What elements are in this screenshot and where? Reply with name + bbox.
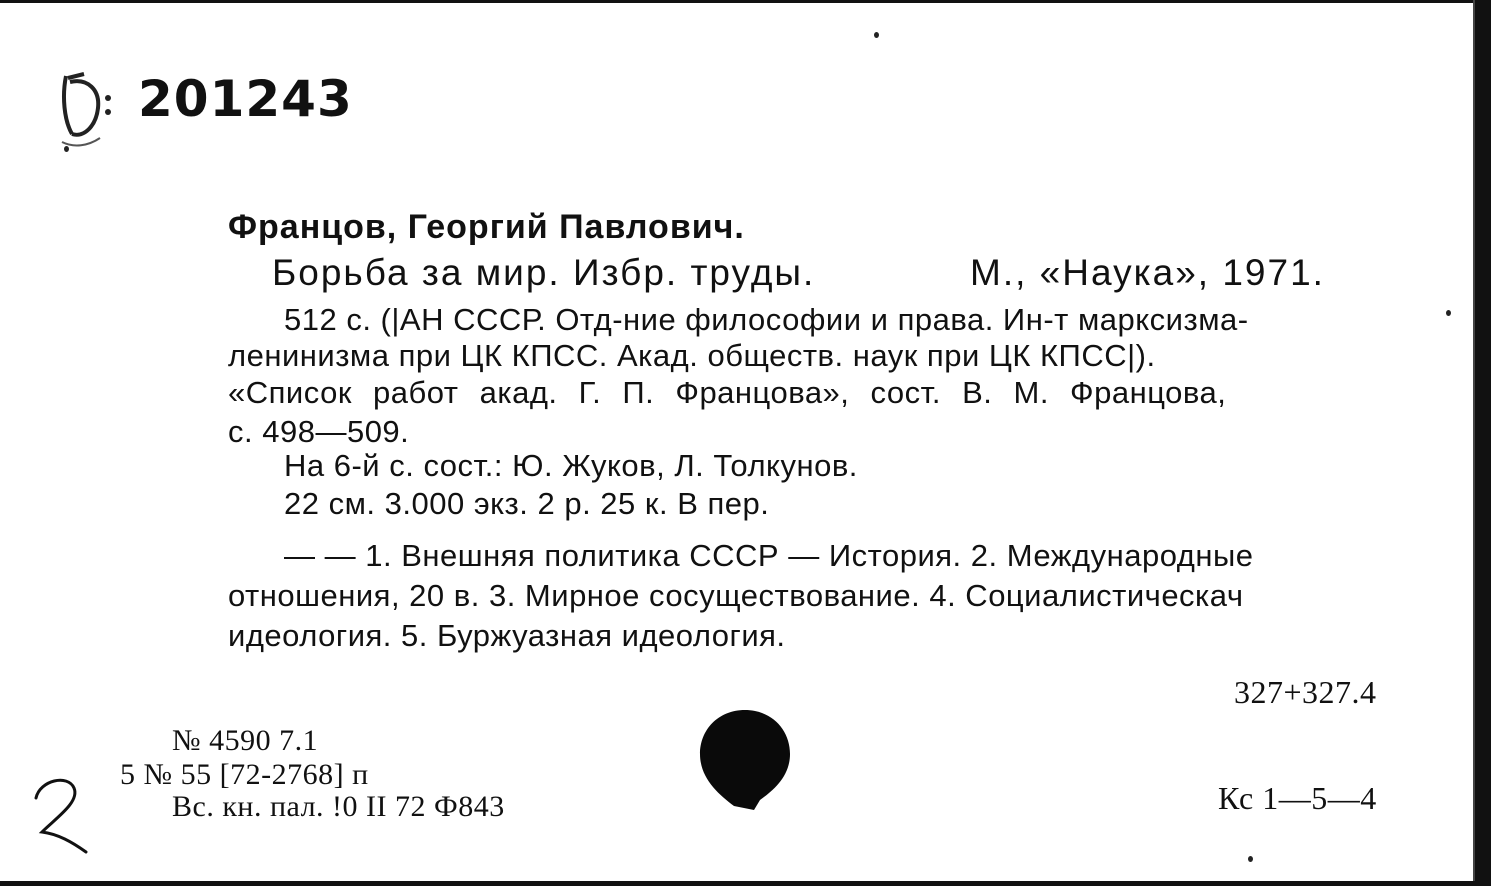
book-chamber-number: Вс. кн. пал. !0 II 72 Ф843 [172, 790, 505, 823]
handwritten-mark [28, 772, 98, 856]
physical-description: 22 см. 3.000 экз. 2 р. 25 к. В пер. [284, 486, 770, 521]
ink-speck [1248, 856, 1253, 862]
library-stamp-icon [58, 68, 116, 148]
ink-speck [1446, 310, 1451, 316]
classification-index: 327+327.4 [1234, 674, 1377, 710]
publication-info: М., «Наука», 1971. [970, 252, 1325, 293]
description-line-1: 512 с. (|АН СССР. Отд-ние философии и права. Ин-т марксизма- [284, 302, 1249, 337]
author-heading: Францов, Георгий Павлович. [228, 208, 745, 246]
ink-speck [64, 146, 69, 152]
order-number: № 4590 7.1 [172, 724, 319, 757]
description-line-4: с. 498—509. [228, 414, 410, 449]
card-border-bottom [0, 881, 1491, 886]
title-line [272, 252, 1325, 294]
card-border-right [1475, 0, 1491, 886]
compilers-note: На 6-й с. сост.: Ю. Жуков, Л. Толкунов. [284, 448, 858, 483]
description-line-3: «Список работ акад. Г. П. Францова», сост. В. М. Францова, [228, 375, 1227, 410]
ink-speck [874, 32, 879, 38]
punched-hole [698, 708, 792, 812]
order-code: 5 № 55 [72-2768] п [120, 758, 369, 791]
shelf-code: Кс 1—5—4 [1218, 780, 1377, 816]
subject-line-2: отношения, 20 в. 3. Мирное сосуществование. 4. Социалистическач [228, 578, 1244, 613]
card-border-top [0, 0, 1491, 3]
subject-line-1: — — 1. Внешняя политика СССР — История. 2. Международные [284, 538, 1254, 573]
book-title: Борьба за мир. Избр. труды. [272, 252, 816, 293]
subject-line-3: идеология. 5. Буржуазная идеология. [228, 618, 786, 653]
call-number: 201243 [138, 70, 353, 128]
description-line-2: ленинизма при ЦК КПСС. Акад. обществ. наук при ЦК КПСС|). [228, 338, 1156, 373]
handwritten-two-icon [28, 772, 98, 856]
